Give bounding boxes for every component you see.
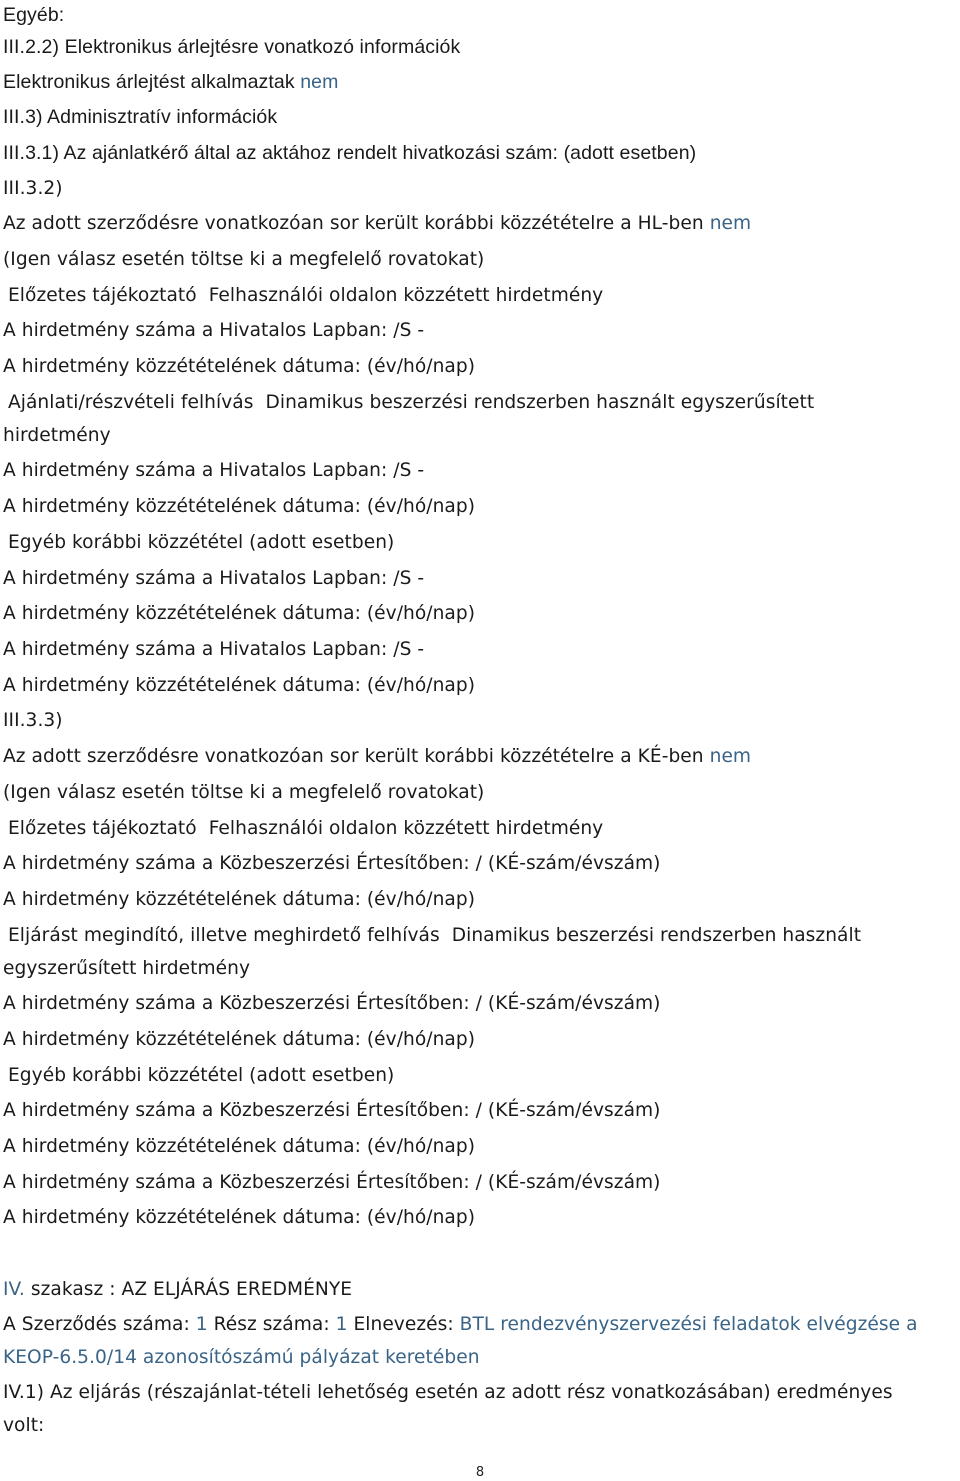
title-label: Elnevezés: bbox=[353, 1314, 454, 1335]
section-iv-title: szakasz : AZ ELJÁRÁS EREDMÉNYE bbox=[24, 1279, 353, 1300]
contract-number-label: A Szerződés száma: bbox=[3, 1314, 190, 1335]
dps-notice-option: Dinamikus beszerzési rendszerben használt egyszerűsített bbox=[265, 392, 815, 413]
buyer-profile-option: Felhasználói oldalon közzétett hirdetmény bbox=[208, 285, 604, 306]
ke-call-row-continued: egyszerűsített hirdetmény bbox=[3, 958, 251, 979]
section-iii-3-1-heading: III.3.1) Az ajánlatkérő által az aktához rendelt hivatkozási szám: (adott esetben) bbox=[3, 142, 697, 164]
hl-notice-number: A hirdetmény száma a Hivatalos Lapban: /S - bbox=[3, 568, 425, 589]
ke-notice-number: A hirdetmény száma a Közbeszerzési Értesítőben: / (KÉ-szám/évszám) bbox=[3, 993, 661, 1014]
hl-publication-row bbox=[3, 212, 957, 236]
ke-notice-date: A hirdetmény közzétételének dátuma: (év/hó/nap) bbox=[3, 889, 476, 910]
e-auction-row bbox=[3, 70, 957, 94]
title-value: BTL rendezvényszervezési feladatok elvégzése a bbox=[459, 1314, 918, 1335]
contract-number-value: 1 bbox=[195, 1314, 208, 1335]
hl-notice-number: A hirdetmény száma a Hivatalos Lapban: /S - bbox=[3, 460, 425, 481]
page-number: 8 bbox=[475, 1465, 485, 1480]
e-auction-label: Elektronikus árlejtést alkalmaztak bbox=[3, 71, 295, 93]
hl-notice-number: A hirdetmény száma a Hivatalos Lapban: /S - bbox=[3, 320, 425, 341]
hl-other-publication: Egyéb korábbi közzététel (adott esetben) bbox=[8, 532, 395, 553]
ke-notice-date: A hirdetmény közzétételének dátuma: (év/hó/nap) bbox=[3, 1136, 476, 1157]
ke-notice-number: A hirdetmény száma a Közbeszerzési Értesítőben: / (KÉ-szám/évszám) bbox=[3, 853, 661, 874]
egyeb-label: Egyéb: bbox=[3, 4, 65, 26]
hl-call-row-continued: hirdetmény bbox=[3, 425, 111, 446]
ke-publication-value: nem bbox=[709, 746, 752, 767]
ke-prior-info-row bbox=[3, 817, 960, 841]
lot-number-value: 1 bbox=[335, 1314, 348, 1335]
section-iii-3-3-heading: III.3.3) bbox=[3, 710, 63, 731]
section-iv-number: IV. bbox=[3, 1279, 25, 1300]
hl-publication-label: Az adott szerződésre vonatkozóan sor került korábbi közzétételre a HL-ben bbox=[3, 213, 704, 234]
ke-call-row bbox=[3, 924, 960, 948]
dps-notice-option: Dinamikus beszerzési rendszerben használt bbox=[451, 925, 862, 946]
ke-notice-number: A hirdetmény száma a Közbeszerzési Értesítőben: / (KÉ-szám/évszám) bbox=[3, 1172, 661, 1193]
hl-notice-date: A hirdetmény közzétételének dátuma: (év/hó/nap) bbox=[3, 496, 476, 517]
e-auction-value: nem bbox=[300, 71, 339, 93]
ke-notice-date: A hirdetmény közzétételének dátuma: (év/hó/nap) bbox=[3, 1029, 476, 1050]
hl-notice-date: A hirdetmény közzétételének dátuma: (év/hó/nap) bbox=[3, 356, 476, 377]
call-for-tender-option: Eljárást megindító, illetve meghirdető felhívás bbox=[8, 925, 440, 946]
ke-notice-number: A hirdetmény száma a Közbeszerzési Értesítőben: / (KÉ-szám/évszám) bbox=[3, 1100, 661, 1121]
hl-call-row bbox=[3, 391, 960, 415]
section-iii-3-heading: III.3) Adminisztratív információk bbox=[3, 106, 278, 128]
hl-notice-date: A hirdetmény közzétételének dátuma: (év/hó/nap) bbox=[3, 603, 476, 624]
hl-notice-number: A hirdetmény száma a Hivatalos Lapban: /S - bbox=[3, 639, 425, 660]
prior-info-option: Előzetes tájékoztató bbox=[8, 818, 197, 839]
ke-publication-row bbox=[3, 745, 957, 769]
ke-notice-date: A hirdetmény közzétételének dátuma: (év/hó/nap) bbox=[3, 1207, 476, 1228]
section-iii-3-2-heading: III.3.2) bbox=[3, 178, 63, 199]
ke-publication-label: Az adott szerződésre vonatkozóan sor került korábbi közzétételre a KÉ-ben bbox=[3, 746, 704, 767]
ke-other-publication: Egyéb korábbi közzététel (adott esetben) bbox=[8, 1065, 395, 1086]
title-value-continued: KEOP-6.5.0/14 azonosítószámú pályázat keretében bbox=[3, 1347, 480, 1368]
lot-number-label: Rész száma: bbox=[213, 1314, 330, 1335]
call-for-tender-option: Ajánlati/részvételi felhívás bbox=[8, 392, 254, 413]
section-iv-heading bbox=[3, 1278, 957, 1302]
section-iii-2-2-heading: III.2.2) Elektronikus árlejtésre vonatkozó információk bbox=[3, 36, 461, 58]
hl-publication-value: nem bbox=[709, 213, 752, 234]
section-iv-1-heading: IV.1) Az eljárás (részajánlat-tételi lehetőség esetén az adott rész vonatkozásában) eredményes bbox=[3, 1382, 893, 1403]
buyer-profile-option: Felhasználói oldalon közzétett hirdetmény bbox=[208, 818, 604, 839]
prior-info-option: Előzetes tájékoztató bbox=[8, 285, 197, 306]
contract-row bbox=[3, 1313, 957, 1337]
section-iv-1-heading-continued: volt: bbox=[3, 1415, 45, 1436]
ke-instruction: (Igen válasz esetén töltse ki a megfelelő rovatokat) bbox=[3, 782, 485, 803]
hl-instruction: (Igen válasz esetén töltse ki a megfelelő rovatokat) bbox=[3, 249, 485, 270]
hl-notice-date: A hirdetmény közzétételének dátuma: (év/hó/nap) bbox=[3, 675, 476, 696]
hl-prior-info-row bbox=[3, 284, 960, 308]
